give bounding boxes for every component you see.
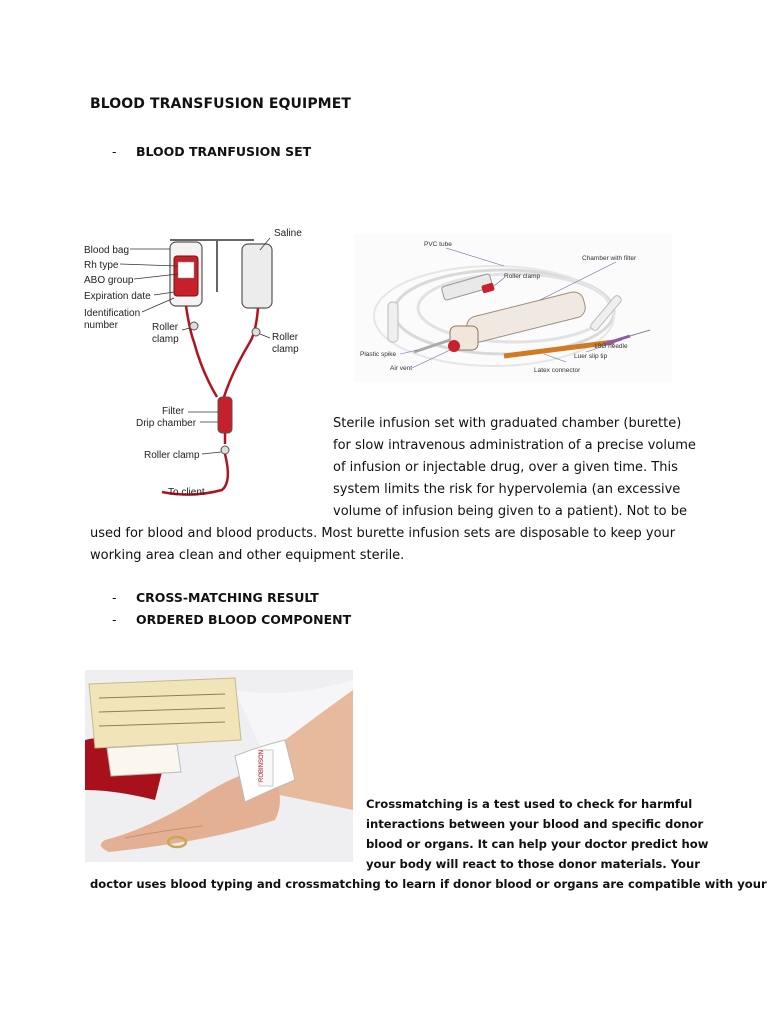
bullet-ordered-component bbox=[112, 612, 351, 627]
label-filter: Filter bbox=[162, 406, 185, 417]
label-air-vent: Air vent bbox=[390, 365, 413, 372]
paragraph-crossmatching bbox=[366, 794, 708, 874]
drip-chamber-shape bbox=[218, 397, 232, 433]
text-line: blood or organs. It can help your doctor predict how bbox=[366, 837, 709, 851]
crossmatch-photo bbox=[85, 670, 353, 862]
label-roller-clamp-left-2: clamp bbox=[152, 334, 179, 345]
label-plastic-spike: Plastic spike bbox=[360, 351, 397, 358]
label-rh-type: Rh type bbox=[84, 260, 119, 271]
label-saline: Saline bbox=[274, 228, 302, 239]
label-luer-slip: Luer slip tip bbox=[574, 353, 608, 360]
text-line: used for blood and blood products. Most burette infusion sets are disposable to keep your bbox=[90, 526, 676, 541]
paragraph-transfusion-set bbox=[333, 413, 696, 523]
bullet-dash: - bbox=[112, 612, 117, 627]
text-line: interactions between your blood and specific donor bbox=[366, 817, 704, 831]
transfusion-set-diagram bbox=[82, 222, 322, 512]
bullet-dash: - bbox=[112, 590, 117, 605]
page-title: BLOOD TRANSFUSION EQUIPMET bbox=[90, 96, 352, 112]
text-line: working area clean and other equipment sterile. bbox=[90, 548, 405, 563]
label-number: number bbox=[84, 320, 118, 331]
text-line: volume of infusion being given to a patient). Not to be bbox=[333, 504, 687, 519]
paragraph-transfusion-set-cont bbox=[90, 523, 675, 567]
label-blood-bag: Blood bag bbox=[84, 245, 130, 256]
infusion-set-diagram bbox=[354, 234, 672, 382]
text-line: for slow intravenous administration of a precise volume bbox=[333, 438, 696, 453]
label-identification: Identification bbox=[84, 308, 141, 319]
label-to-client: To client bbox=[168, 487, 205, 498]
bullet-transfusion-set bbox=[112, 144, 311, 159]
paragraph-crossmatching-cont bbox=[90, 874, 767, 894]
label-drip-chamber: Drip chamber bbox=[136, 418, 197, 429]
label-abo-group: ABO group bbox=[84, 275, 134, 286]
text-line: your body will react to those donor materials. Your bbox=[366, 857, 700, 871]
bullet-label: BLOOD TRANFUSION SET bbox=[136, 144, 312, 159]
label-latex-connector: Latex connector bbox=[534, 367, 581, 374]
text-line: Crossmatching is a test used to check for harmful bbox=[366, 797, 693, 811]
label-roller-clamp: Roller clamp bbox=[504, 273, 541, 280]
text-line: of infusion or injectable drug, over a given time. This bbox=[333, 460, 678, 475]
label-roller-clamp-left-1: Roller bbox=[152, 322, 179, 333]
label-pvc-tube: PVC tube bbox=[424, 241, 452, 248]
bullet-label: CROSS-MATCHING RESULT bbox=[136, 590, 319, 605]
label-chamber-filter: Chamber with filter bbox=[582, 255, 637, 262]
label-roller-clamp-right-2: clamp bbox=[272, 344, 299, 355]
wristband-text: ROBINSON bbox=[259, 749, 265, 782]
text-line: doctor uses blood typing and crossmatching to learn if donor blood or organs are compatible with your bbox=[90, 877, 767, 891]
label-roller-clamp-bottom: Roller clamp bbox=[144, 450, 200, 461]
label-18g-needle: 18G needle bbox=[594, 343, 628, 350]
bullet-label: ORDERED BLOOD COMPONENT bbox=[136, 612, 352, 627]
text-line: Sterile infusion set with graduated chamber (burette) bbox=[333, 416, 682, 431]
saline-bag-shape bbox=[242, 244, 272, 308]
bullet-cross-matching bbox=[112, 590, 319, 605]
label-roller-clamp-right-1: Roller bbox=[272, 332, 299, 343]
label-expiration-date: Expiration date bbox=[84, 291, 151, 302]
bullet-dash: - bbox=[112, 144, 117, 159]
text-line: system limits the risk for hypervolemia (an excessive bbox=[333, 482, 681, 497]
